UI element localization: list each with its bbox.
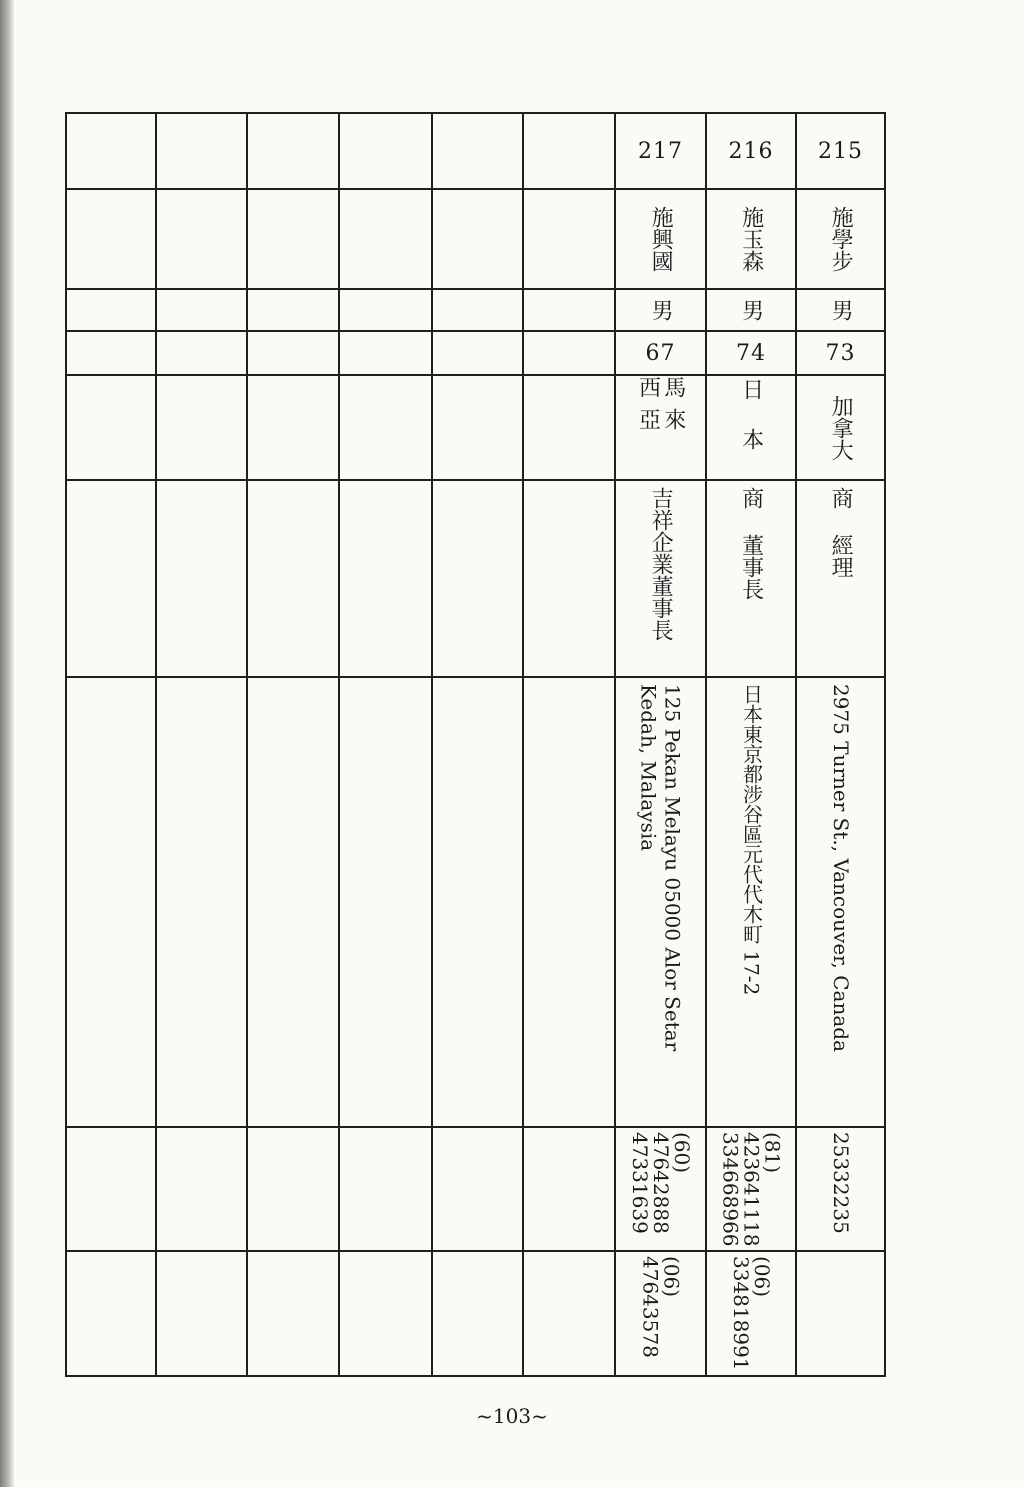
person-name: 施學步 bbox=[828, 206, 854, 272]
person-name: 施興國 bbox=[648, 206, 674, 272]
age: 74 bbox=[736, 340, 766, 366]
table-border-right bbox=[884, 112, 886, 1377]
residence: 加拿大 bbox=[828, 394, 854, 461]
entry-number: 216 bbox=[728, 138, 774, 164]
column-divider bbox=[338, 112, 340, 1377]
phone-number: (60) 47642888 47331639 bbox=[628, 1132, 694, 1234]
phone-number: (81) 423641118 334668966 bbox=[718, 1132, 785, 1247]
residence: 日本 bbox=[738, 377, 764, 478]
page-number: ~103~ bbox=[476, 1404, 548, 1428]
person-name: 施玉森 bbox=[738, 206, 764, 272]
occupation: 吉祥企業董事長 bbox=[648, 487, 674, 641]
entry-number: 217 bbox=[638, 138, 683, 164]
occupation: 商 經理 bbox=[828, 487, 854, 578]
occupation: 商 董事長 bbox=[738, 487, 764, 600]
column-divider bbox=[246, 112, 248, 1377]
column-divider bbox=[155, 112, 157, 1377]
table-border-bottom bbox=[65, 1375, 886, 1377]
gender: 男 bbox=[648, 299, 674, 321]
fax-number: (06) 47643578 bbox=[638, 1256, 684, 1358]
page-binding-edge bbox=[0, 0, 14, 1487]
phone-number: 25332235 bbox=[829, 1132, 853, 1234]
address: 2975 Turner St., Vancouver, Canada bbox=[829, 684, 853, 1052]
residence: 馬來 西亞 bbox=[635, 376, 686, 440]
gender: 男 bbox=[738, 299, 764, 321]
entry-number: 215 bbox=[818, 138, 863, 164]
fax-number: (06) 334818991 bbox=[729, 1256, 774, 1371]
age: 73 bbox=[825, 340, 856, 366]
address: 125 Pekan Melayu 05000 Alor Setar Kedah, Malaysia bbox=[636, 684, 685, 1052]
age: 67 bbox=[645, 340, 676, 366]
column-divider bbox=[431, 112, 433, 1377]
address: 日本東京都涉谷區元代代木町 17-2 bbox=[739, 684, 764, 996]
column-divider bbox=[522, 112, 524, 1377]
table-border-left bbox=[65, 112, 67, 1377]
gender: 男 bbox=[828, 299, 854, 321]
